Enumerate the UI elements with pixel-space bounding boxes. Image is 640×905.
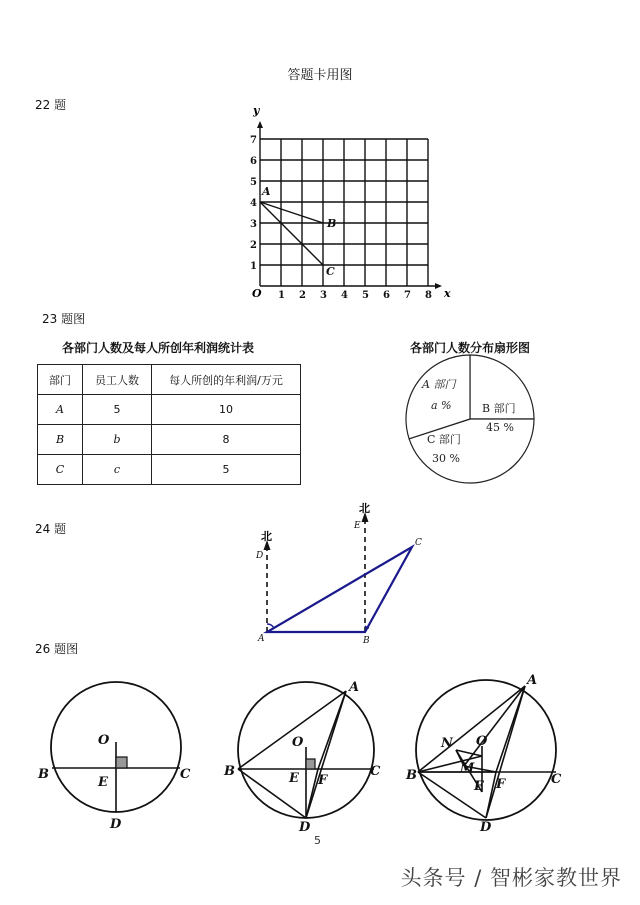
fig3-label-a: A [527, 673, 538, 688]
y-axis-arrow [257, 121, 263, 128]
fig3-label-e: E [474, 779, 484, 794]
table-cell: 8 [152, 425, 301, 455]
table-cell: 10 [152, 395, 301, 425]
y-tick-label: 1 [250, 261, 257, 272]
fig2-label-f: F [318, 773, 328, 788]
fig1-label-c: C [180, 767, 191, 782]
x-tick-label: 7 [404, 290, 411, 301]
q22-grid-figure [240, 100, 460, 305]
table-row [38, 425, 301, 455]
y-tick-label: 6 [250, 156, 257, 167]
point-a-label: A [258, 634, 265, 644]
table-header-cell: 员工人数 [83, 365, 152, 395]
fig2-label-b: B [224, 764, 235, 779]
x-tick-label: 5 [362, 290, 369, 301]
segment-ab [260, 202, 323, 223]
x-tick-label: 6 [383, 290, 390, 301]
q26-label: 26 题图 [35, 642, 79, 656]
table-cell: C [38, 455, 83, 485]
x-tick-label: 8 [425, 290, 432, 301]
y-tick-label: 2 [250, 240, 257, 251]
page-number: 5 [314, 834, 321, 847]
pie-label-a-value: a % [431, 399, 452, 412]
fig3-label-b: B [406, 768, 417, 783]
pie-label-b-value: 45 % [486, 421, 514, 434]
pie-label-c-value: 30 % [432, 452, 460, 465]
q22-axes [257, 121, 442, 289]
north-label-b: 北 [359, 502, 370, 515]
fig2-label-a: A [349, 680, 360, 695]
table-header-cell: 每人所创的年利润/万元 [152, 365, 301, 395]
watermark: 头条号 / 智彬家教世界 [400, 866, 622, 890]
point-label: B [327, 217, 337, 230]
q24-label: 24 题 [35, 522, 67, 536]
y-tick-label: 4 [250, 198, 257, 209]
q22-grid [260, 139, 428, 286]
fig1-label-o: O [98, 733, 110, 748]
q24-bearing-figure [245, 500, 435, 650]
table-cell: c [83, 455, 152, 485]
q23-label: 23 题图 [42, 312, 86, 326]
fig1-label-d: D [110, 817, 122, 832]
pie-label-b-name: B 部门 [482, 402, 516, 415]
pie-label-c-name: C 部门 [427, 433, 461, 446]
fig2-label-e: E [289, 771, 299, 786]
fig3-label-d: D [480, 820, 492, 835]
q22-point-labels [261, 185, 336, 278]
q23-pie-title: 各部门人数分布扇形图 [410, 341, 531, 355]
pie-label-a-name: A 部门 [422, 378, 456, 391]
fig3-label-n: N [441, 736, 453, 751]
fig3-label-f: F [496, 777, 506, 792]
fig3-label-c: C [551, 772, 562, 787]
fig2-label-c: C [370, 764, 381, 779]
q26-circle-figure-3 [400, 668, 578, 836]
point-e-label: E [354, 521, 361, 531]
point-c-label: C [415, 538, 422, 548]
q22-segments [260, 202, 323, 265]
y-tick-label: 7 [250, 135, 257, 146]
y-tick-label: 5 [250, 177, 257, 188]
table-header-row [38, 365, 301, 395]
table-cell: 5 [83, 395, 152, 425]
table-row [38, 455, 301, 485]
fig2-label-o: O [292, 735, 304, 750]
fig3-label-o: O [476, 734, 488, 749]
table-header-cell: 部门 [38, 365, 83, 395]
table-cell: b [83, 425, 152, 455]
x-tick-label: 1 [278, 290, 285, 301]
q23-profit-table [37, 364, 301, 485]
angle-mark-a [267, 624, 274, 628]
q22-label: 22 题 [35, 98, 67, 112]
table-cell: 5 [152, 455, 301, 485]
segment-ac [260, 202, 323, 265]
q23-pie-slices [406, 355, 534, 483]
q23-pie-chart [395, 352, 575, 487]
q26-circle-figure-2 [222, 672, 392, 836]
page-title: 答题卡用图 [287, 68, 353, 83]
y-tick-label: 3 [250, 219, 257, 230]
fig1-label-e: E [98, 775, 108, 790]
x-tick-label: 4 [341, 290, 348, 301]
triangle-abc [267, 547, 412, 632]
fig1-label-b: B [38, 767, 49, 782]
table-cell: A [38, 395, 83, 425]
table-row [38, 395, 301, 425]
q22-origin-label: O [252, 287, 262, 300]
point-d-label: D [256, 551, 264, 561]
table-cell: B [38, 425, 83, 455]
point-label: A [262, 185, 271, 198]
fig2-label-d: D [299, 820, 311, 835]
q22-axis-x-label: x [444, 287, 451, 300]
x-axis-arrow [435, 283, 442, 289]
x-tick-label: 3 [320, 290, 327, 301]
q22-axis-y-label: y [253, 104, 260, 117]
q23-table-title: 各部门人数及每人所创年利润统计表 [62, 341, 255, 355]
point-label: C [326, 265, 335, 278]
north-label-a: 北 [261, 530, 272, 543]
fig3-label-m: M [460, 761, 475, 776]
q26-circle-figure-1 [36, 676, 206, 836]
point-b-label: B [363, 636, 370, 646]
x-tick-label: 2 [299, 290, 306, 301]
